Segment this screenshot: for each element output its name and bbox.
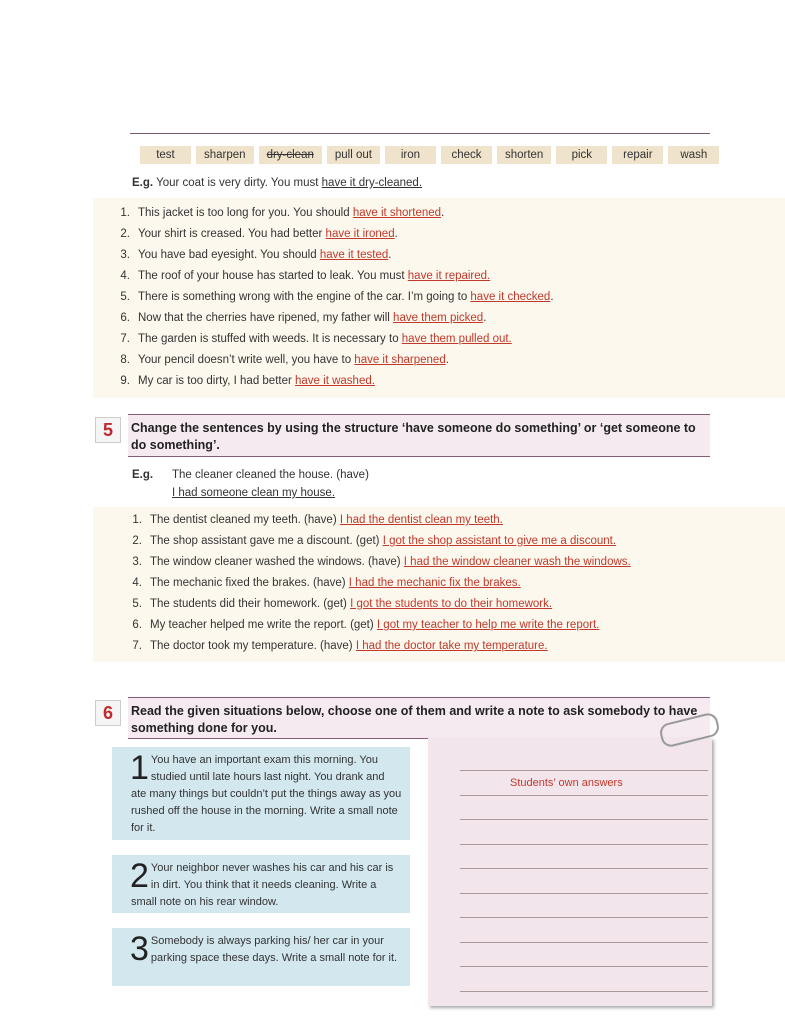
word-bank-item: pull out bbox=[327, 146, 380, 164]
item-answer: have it tested bbox=[319, 249, 389, 261]
item-end: . bbox=[394, 228, 398, 240]
exercise-item bbox=[124, 577, 521, 589]
item-number: 4. bbox=[120, 270, 130, 282]
eg-answer: I had someone clean my house. bbox=[172, 487, 336, 499]
divider bbox=[130, 133, 710, 134]
exercise-item bbox=[124, 556, 631, 568]
item-question: Now that the cherries have ripened, my father will bbox=[138, 312, 394, 324]
word-bank-item: check bbox=[441, 146, 492, 164]
item-end: . bbox=[441, 207, 445, 219]
item-number: 7. bbox=[120, 333, 130, 345]
word-bank-item: shorten bbox=[497, 146, 551, 164]
note-line bbox=[460, 844, 708, 845]
word-bank-item: wash bbox=[668, 146, 719, 164]
item-answer: I had the window cleaner wash the windows. bbox=[403, 556, 631, 568]
word-bank-item: pick bbox=[556, 146, 607, 164]
eg-text: Your coat is very dirty. You must bbox=[156, 177, 322, 189]
situation-3 bbox=[112, 928, 410, 986]
ex4-answers bbox=[93, 198, 785, 398]
situation-number: 3 bbox=[130, 930, 149, 968]
note-line bbox=[460, 795, 708, 796]
eg-answer: have it dry-cleaned. bbox=[321, 177, 423, 189]
item-number: 7. bbox=[132, 640, 142, 652]
word-bank-item: dry-clean bbox=[259, 146, 322, 164]
note-answer: Students’ own answers bbox=[510, 777, 623, 789]
item-question: My car is too dirty, I had better bbox=[138, 375, 296, 387]
item-question: The doctor took my temperature. (have) bbox=[150, 640, 356, 652]
eg-text: The cleaner cleaned the house. (have) bbox=[172, 469, 369, 481]
note-line bbox=[460, 770, 708, 771]
exercise-item bbox=[112, 375, 375, 387]
item-answer: have it washed. bbox=[295, 375, 375, 387]
item-number: 4. bbox=[132, 577, 142, 589]
item-number: 5. bbox=[132, 598, 142, 610]
note-paper bbox=[428, 738, 712, 1006]
situation-2 bbox=[112, 855, 410, 913]
word-bank-item: iron bbox=[385, 146, 436, 164]
item-question: The mechanic fixed the brakes. (have) bbox=[150, 577, 349, 589]
item-question: The roof of your house has started to leak. You must bbox=[138, 270, 408, 282]
exercise-item bbox=[112, 228, 398, 240]
word-bank-item: repair bbox=[612, 146, 663, 164]
item-number: 6. bbox=[120, 312, 130, 324]
item-number: 1. bbox=[132, 514, 142, 526]
situation-number: 2 bbox=[130, 857, 149, 895]
exercise-number: 5 bbox=[95, 417, 121, 443]
note-line bbox=[460, 917, 708, 918]
item-end: . bbox=[388, 249, 392, 261]
exercise-item bbox=[124, 514, 503, 526]
item-answer: have it shortened bbox=[352, 207, 442, 219]
note-line bbox=[460, 942, 708, 943]
ex5-answers bbox=[93, 507, 785, 662]
situation-text: Your neighbor never washes his car and his car is in dirt. You think that it needs cleaning. Write a small note on his rear window. bbox=[131, 862, 394, 908]
situation-text: Somebody is always parking his/ her car in your parking space these days. Write a small note for it. bbox=[150, 935, 398, 964]
item-question: The garden is stuffed with weeds. It is necessary to bbox=[138, 333, 402, 345]
item-answer: have it checked bbox=[470, 291, 551, 303]
item-question: The dentist cleaned my teeth. (have) bbox=[150, 514, 340, 526]
situation-text: You have an important exam this morning. You studied until late hours last night. You drank and ate many things but couldn’t put the things away as you rushed off the house in the morning. Write a small note for it. bbox=[131, 754, 402, 834]
item-answer: have it repaired. bbox=[407, 270, 491, 282]
exercise-item bbox=[112, 354, 449, 366]
item-number: 8. bbox=[120, 354, 130, 366]
item-number: 3. bbox=[132, 556, 142, 568]
item-number: 3. bbox=[120, 249, 130, 261]
ex5-example bbox=[132, 469, 369, 499]
exercise-item bbox=[124, 619, 599, 631]
item-answer: have it ironed bbox=[325, 228, 395, 240]
item-answer: I got my teacher to help me write the report. bbox=[376, 619, 600, 631]
exercise-item bbox=[112, 291, 554, 303]
note-line bbox=[460, 868, 708, 869]
eg-label: E.g. bbox=[132, 177, 154, 189]
item-number: 5. bbox=[120, 291, 130, 303]
item-answer: I had the doctor take my temperature. bbox=[355, 640, 548, 652]
item-answer: I got the shop assistant to give me a discount. bbox=[382, 535, 617, 547]
item-number: 1. bbox=[120, 207, 130, 219]
exercise-item bbox=[112, 333, 512, 345]
exercise-item bbox=[124, 598, 552, 610]
item-answer: have it sharpened bbox=[354, 354, 446, 366]
word-bank-item: test bbox=[140, 146, 191, 164]
item-question: My teacher helped me write the report. (get) bbox=[150, 619, 377, 631]
word-bank bbox=[140, 146, 719, 164]
item-number: 6. bbox=[132, 619, 142, 631]
item-end: . bbox=[445, 354, 449, 366]
item-question: The window cleaner washed the windows. (have) bbox=[150, 556, 404, 568]
exercise-item bbox=[112, 312, 486, 324]
item-answer: I had the mechanic fix the brakes. bbox=[348, 577, 521, 589]
exercise-item bbox=[112, 270, 490, 282]
ex6-instruction: Read the given situations below, choose one of them and write a note to ask somebody to have something done for you. bbox=[128, 697, 710, 739]
item-question: The shop assistant gave me a discount. (get) bbox=[150, 535, 383, 547]
item-question: Your shirt is creased. You had better bbox=[138, 228, 326, 240]
note-line bbox=[460, 991, 708, 992]
exercise-item bbox=[124, 640, 548, 652]
exercise-item bbox=[112, 249, 391, 261]
item-question: You have bad eyesight. You should bbox=[138, 249, 320, 261]
word-bank-item: sharpen bbox=[196, 146, 254, 164]
item-answer: have them picked bbox=[393, 312, 484, 324]
item-answer: I had the dentist clean my teeth. bbox=[339, 514, 503, 526]
item-question: This jacket is too long for you. You should bbox=[138, 207, 353, 219]
situation-1 bbox=[112, 747, 410, 840]
item-answer: have them pulled out. bbox=[401, 333, 512, 345]
item-number: 9. bbox=[120, 375, 130, 387]
item-end: . bbox=[483, 312, 487, 324]
item-end: . bbox=[550, 291, 554, 303]
item-answer: I got the students to do their homework. bbox=[350, 598, 553, 610]
exercise-item bbox=[112, 207, 444, 219]
exercise-item bbox=[124, 535, 616, 547]
ex5-instruction: Change the sentences by using the structure ‘have someone do something’ or ‘get someone to do something’. bbox=[128, 414, 710, 457]
ex4-example bbox=[132, 177, 422, 189]
item-question: There is something wrong with the engine of the car. I’m going to bbox=[138, 291, 471, 303]
note-line bbox=[460, 893, 708, 894]
item-question: The students did their homework. (get) bbox=[150, 598, 351, 610]
note-line bbox=[460, 819, 708, 820]
eg-label: E.g. bbox=[132, 469, 154, 481]
item-question: Your pencil doesn’t write well, you have to bbox=[138, 354, 355, 366]
item-number: 2. bbox=[120, 228, 130, 240]
item-number: 2. bbox=[132, 535, 142, 547]
situation-number: 1 bbox=[130, 749, 149, 787]
exercise-number: 6 bbox=[95, 700, 121, 726]
note-line bbox=[460, 966, 708, 967]
